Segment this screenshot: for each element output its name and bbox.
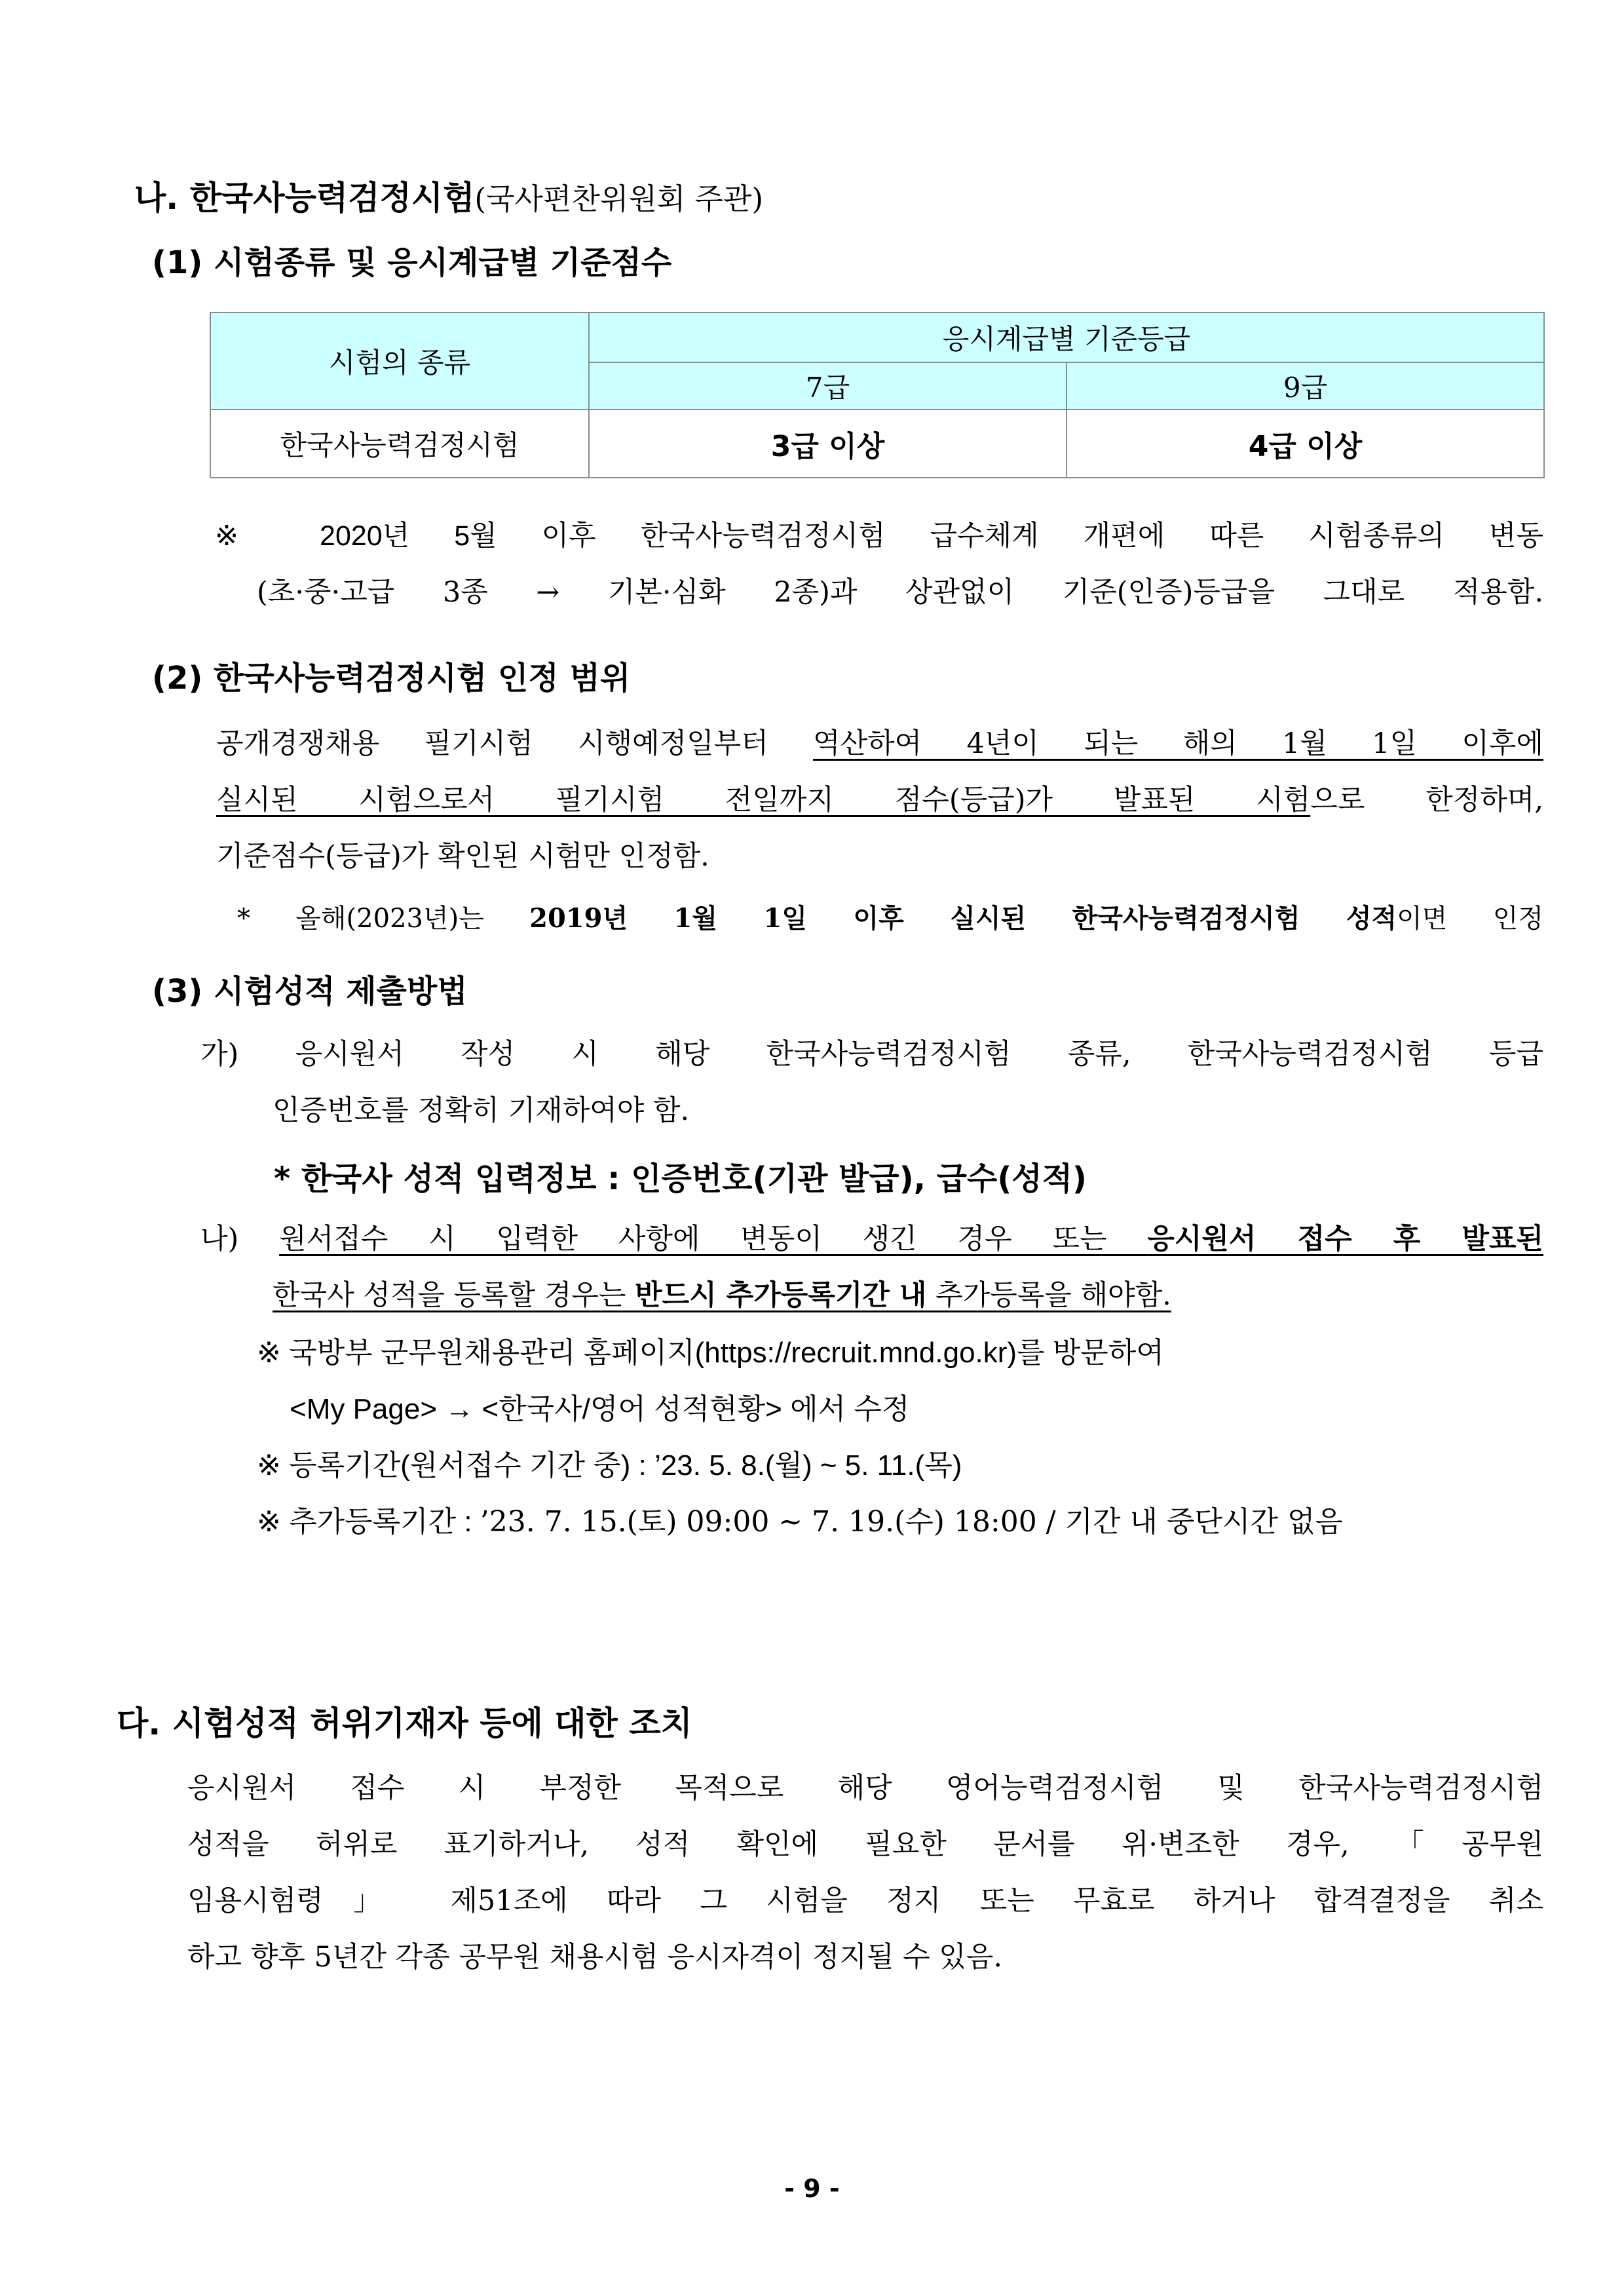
ref-line-3: ※ 등록기간(원서접수 기간 중) : ’23. 5. 8.(월) ~ 5. 11.(목) [257,1449,962,1482]
registration-notes [257,1325,1343,1550]
item-na-line-1 [200,1211,1543,1267]
item-na-line-1-underlined: 원서접수 시 입력한 사항에 변동이 생긴 경우 또는 [279,1223,1148,1255]
da-line-1: 응시원서 접수 시 부정한 목적으로 해당 영어능력검정시험 및 한국사능력검정시험 [187,1772,1543,1805]
subsection-1-note [215,508,1543,621]
ref-line-4-label: ※ 추가등록기간 : [257,1506,480,1538]
range-line-2-text: 으로 한정하며, [1310,784,1543,816]
range-note-suffix: 이면 인정 [1397,904,1543,934]
item-na-line-2 [273,1267,1390,1324]
subsection-2-body [216,716,1543,885]
table-cell-exam-name: 한국사능력검정시험 [210,410,589,478]
subsection-2-note [237,898,1543,935]
item-na-line-2-text: 한국사 성적을 등록할 경우는 [273,1279,635,1312]
table-cell-grade-9-value: 4급 이상 [1067,410,1544,478]
section-na-heading [134,172,763,219]
section-da-heading: 다. 시험성적 허위기재자 등에 대한 조치 [117,1704,692,1742]
item-na-line-1-bold: 응시원서 접수 후 발표된 [1147,1223,1544,1255]
ref-line-4-note: / 기간 내 중단시간 없음 [1036,1505,1344,1539]
item-ga [200,1026,1543,1139]
ref-line-1: ※ 국방부 군무원채용관리 홈페이지(https://recruit.mnd.go.kr)를 방문하여 [257,1337,1164,1369]
item-ga-line-1: 가) 응시원서 작성 시 해당 한국사능력검정시험 종류, 한국사능력검정시험 등급 [200,1038,1543,1071]
subsection-2-heading: (2) 한국사능력검정시험 인정 범위 [152,660,631,697]
score-table [210,312,1545,478]
range-line-1-underlined: 역산하여 4년이 되는 해의 1월 1일 이후에 [813,727,1543,760]
item-na-prefix: 나) [200,1223,280,1255]
item-ga-line-2: 인증번호를 정확히 기재하여야 함. [273,1094,690,1127]
table-header-exam-type: 시험의 종류 [210,313,589,410]
ref-line-2: <My Page> → <한국사/영어 성적현황> 에서 수정 [290,1393,910,1425]
note-line-1: ※ 2020년 5월 이후 한국사능력검정시험 급수체계 개편에 따른 시험종류의 변동 [215,520,1543,552]
section-na-organizer: (국사편찬위원회 주관) [474,182,764,216]
item-na-line-2-bold: 반드시 추가등록기간 내 [635,1279,927,1312]
item-na [200,1211,1543,1324]
range-note-bold: 2019년 1월 1일 이후 실시된 한국사능력검정시험 성적 [529,903,1397,934]
da-line-4: 하고 향후 5년간 각종 공무원 채용시험 응시자격이 정지될 수 있음. [187,1941,1003,1974]
range-line-3: 기준점수(등급)가 확인된 시험만 인정함. [216,840,709,873]
table-cell-grade-7-value: 3급 이상 [589,410,1067,478]
note-line-2: (초·중·고급 3종 → 기본·심화 2종)과 상관없이 기준(인증)등급을 그대로 적용함. [257,576,1543,609]
range-line-1-text: 공개경쟁채용 필기시험 시행예정일부터 [216,727,814,760]
table-header-grade-9: 9급 [1067,362,1544,410]
da-line-3: 임용시험령」 제51조에 따라 그 시험을 정지 또는 무효로 하거나 합격결정을 취소 [187,1885,1543,1917]
item-ga-note: * 한국사 성적 입력정보 : 인증번호(기관 발급), 급수(성적) [274,1160,1087,1197]
section-na-title: 나. 한국사능력검정시험 [134,179,475,217]
ref-line-4-period: ’23. 7. 15.(토) 09:00 ~ 7. 19.(수) 18:00 [480,1505,1037,1539]
range-line-1 [216,716,1543,772]
subsection-3-heading: (3) 시험성적 제출방법 [152,973,468,1010]
item-na-line-2-end: 추가등록을 해야함. [926,1279,1171,1312]
section-da-body [187,1760,1543,1985]
range-line-2-underlined: 실시된 시험으로서 필기시험 전일까지 점수(등급)가 발표된 시험 [216,784,1311,816]
range-note-prefix: * 올해(2023년)는 [237,904,530,934]
range-line-2 [216,772,1543,828]
page-number: - 9 - [784,2174,840,2203]
ref-line-4 [257,1494,1343,1550]
subsection-1-heading: (1) 시험종류 및 응시계급별 기준점수 [152,244,672,281]
da-line-2: 성적을 허위로 표기하거나, 성적 확인에 필요한 문서를 위·변조한 경우, 「공무원 [187,1828,1543,1861]
table-header-grade-group: 응시계급별 기준등급 [589,313,1544,362]
table-header-grade-7: 7급 [589,362,1067,410]
range-note-line [237,898,1543,935]
